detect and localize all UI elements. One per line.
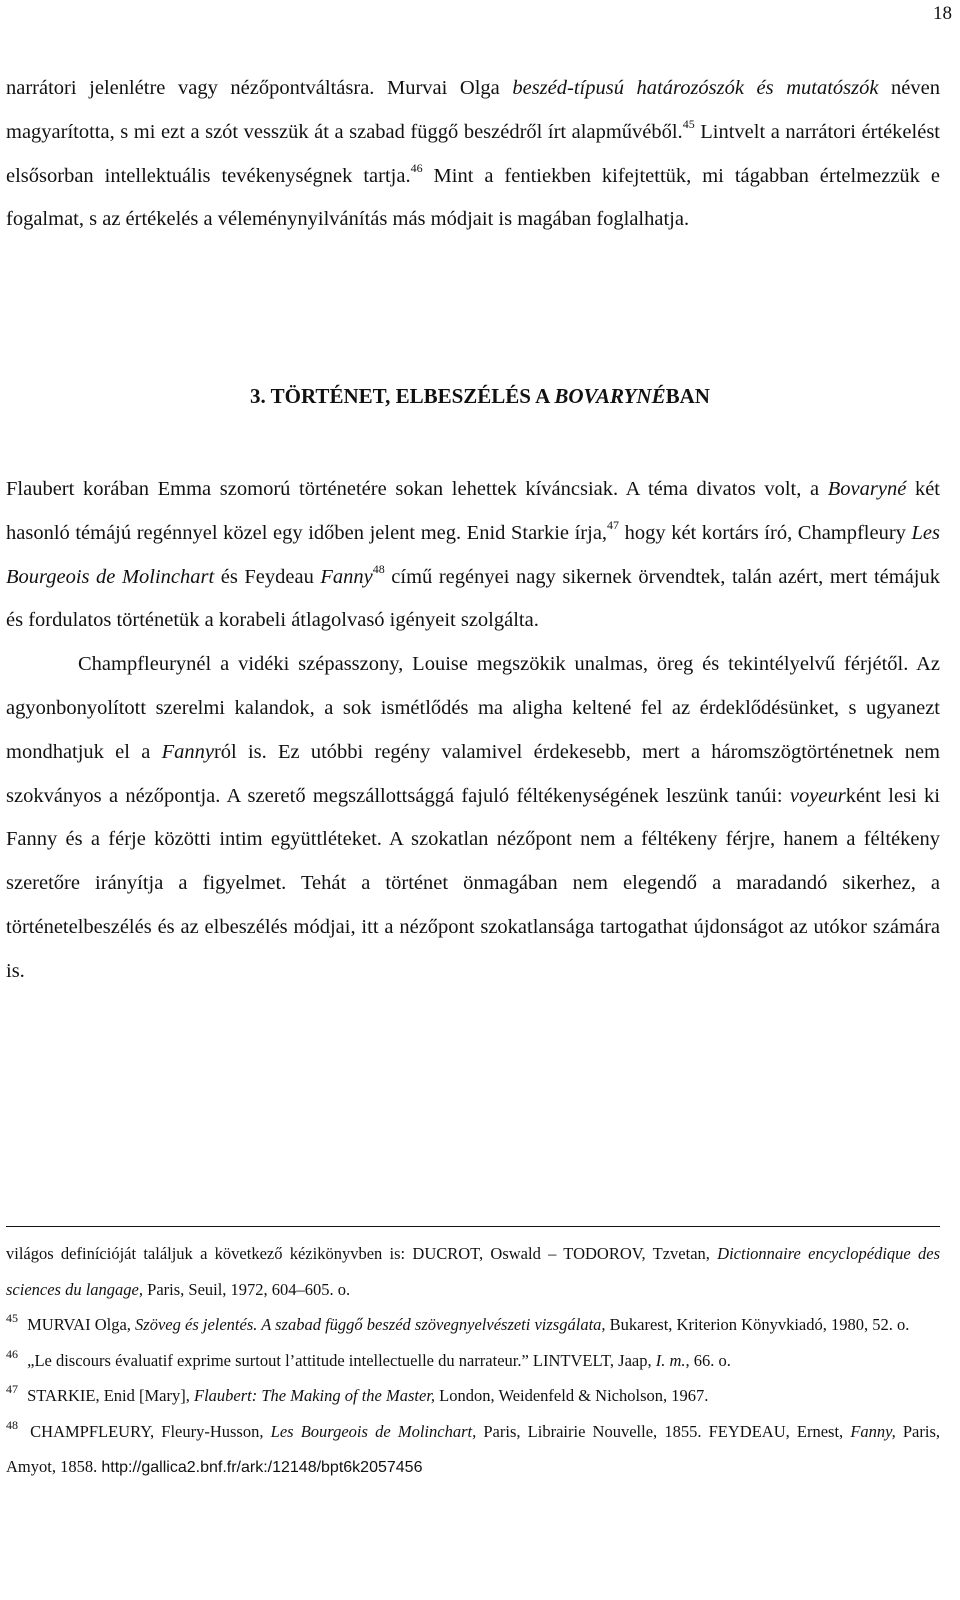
italic-title: Szöveg és jelentés. A szabad függő beszéd szövegnyelvészeti vizsgálata, — [135, 1315, 606, 1334]
text-run: London, Weidenfeld & Nicholson, 1967. — [435, 1386, 709, 1405]
page-number: 18 — [933, 3, 952, 24]
paragraph-2 — [6, 468, 940, 643]
source-url-link[interactable]: http://gallica2.bnf.fr/ark:/12148/bpt6k2057456 — [101, 1459, 423, 1476]
footnote-47 — [6, 1378, 940, 1414]
heading-text: 3. TÖRTÉNET, ELBESZÉLÉS A — [250, 384, 555, 408]
text-run: két hasonló témájú regénnyel közel egy időben jelent meg. Enid Starkie írja, — [6, 478, 940, 544]
heading-text-suffix: BAN — [665, 384, 710, 408]
text-run: 66. o. — [689, 1350, 731, 1370]
italic-title: Dictionnaire encyclopédique des sciences du langage, — [6, 1244, 940, 1299]
footnote-continued — [6, 1236, 940, 1307]
text-run: és Feydeau — [214, 565, 321, 588]
italic-abbrev: I. m., — [655, 1350, 690, 1370]
text-run: ként lesi ki Fanny és a férje közötti intim együttléteket. A szokatlan nézőpont nem a féltékeny férjre, hanem a féltékeny szeretőre irányítja a figyelmet. Tehát a történet önmagában nem elegendő a maradandó sikerhez, a történetelbeszélés és az elbeszélés módjai, itt a nézőpont szokatlansága tartogathat újdonságot az utókor számára is. — [6, 784, 940, 982]
footnote-ref-46[interactable]: 46 — [410, 160, 423, 175]
section-heading — [0, 381, 960, 411]
footnote-number: 45 — [6, 1311, 18, 1325]
text-run: Mint a fentiekben kifejtettük, mi tágabban értelmezzük e fogalmat, s az értékelés a véleménynyilvánítás más módjait is magában foglalhatja. — [6, 164, 940, 231]
section-body — [6, 468, 940, 994]
text-run: világos definícióját találjuk a következő kézikönyvben is: DUCROT, Oswald – TODOROV, Tzvetan, — [6, 1244, 718, 1263]
text-run: című regényei nagy sikernek örvendtek, talán azért, mert témájuk és fordulatos történetük a korabeli átlagolvasó igényeit szolgálta. — [6, 565, 940, 632]
text-run: Paris, Amyot, 1858. — [6, 1421, 941, 1476]
text-run: narrátori jelenlétre vagy nézőpontváltásra. Murvai Olga — [6, 77, 513, 99]
text-run: ról is. Ez utóbbi regény valamivel érdekesebb, mert a háromszögtörténetnek nem szokványos a nézőpontja. A szerető megszállottsággá fajuló féltékenységének leszünk tanúi: — [6, 740, 940, 807]
text-run: Bukarest, Kriterion Könyvkiadó, 1980, 52. o. — [605, 1315, 910, 1334]
footnote-45 — [6, 1307, 940, 1343]
footnotes — [6, 1236, 940, 1486]
footnote-number: 46 — [6, 1346, 18, 1361]
heading-italic: BOVARYNÉ — [554, 384, 666, 408]
italic-term: beszéd-típusú határozószók és mutatószók — [512, 77, 879, 99]
italic-title: Fanny — [320, 565, 373, 588]
text-run: hogy két kortárs író, Champfleury — [619, 521, 912, 544]
footnote-48 — [6, 1414, 940, 1486]
text-run: STARKIE, Enid [Mary], — [23, 1386, 194, 1405]
body-paragraph-continued — [6, 67, 940, 242]
text-run: Champfleurynél a vidéki szépasszony, Louise megszökik unalmas, öreg és tekintélyelvű férjétől. Az agyonbonyolított szerelmi kalandok, a sok ismétlődés ma aligha keltené fel az érdeklődésünket, s ugyanezt mondhatjuk el a — [6, 653, 940, 763]
text-run: Paris, Librairie Nouvelle, 1855. FEYDEAU, Ernest, — [476, 1421, 851, 1441]
footnote-ref-47[interactable]: 47 — [607, 517, 620, 532]
text-run: „Le discours évaluatif exprime surtout l’attitude intellectuelle du narrateur.” LINTVELT, Jaap, — [23, 1350, 656, 1370]
paragraph-1 — [6, 67, 940, 242]
italic-title: Les Bourgeois de Molinchart — [6, 521, 940, 588]
footnote-46 — [6, 1343, 940, 1379]
text-run: CHAMPFLEURY, Fleury-Husson, — [23, 1421, 271, 1441]
italic-term: voyeur — [789, 784, 846, 807]
text-run: Lintvelt a narrátori értékelést elsősorban intellektuális tevékenységnek tartja. — [6, 120, 940, 187]
italic-title: Bovaryné — [827, 478, 907, 500]
paragraph-3 — [6, 643, 940, 993]
footnote-ref-48[interactable]: 48 — [372, 561, 385, 576]
text-run: néven magyarította, s mi ezt a szót vesszük át a szabad függő beszédről írt alapművéből. — [6, 77, 940, 143]
text-run: MURVAI Olga, — [23, 1315, 136, 1334]
italic-title: Fanny, — [850, 1421, 896, 1441]
footnote-separator — [6, 1226, 940, 1227]
italic-title: Flaubert: The Making of the Master, — [194, 1386, 436, 1405]
footnote-ref-45[interactable]: 45 — [682, 116, 695, 131]
italic-title: Fanny — [161, 740, 214, 763]
footnote-number: 48 — [6, 1417, 18, 1432]
text-run: Flaubert korában Emma szomorú történetére sokan lehettek kíváncsiak. A téma divatos volt, a — [6, 478, 828, 500]
footnote-number: 47 — [6, 1382, 18, 1396]
text-run: Paris, Seuil, 1972, 604–605. o. — [143, 1279, 351, 1299]
italic-title: Les Bourgeois de Molinchart, — [270, 1421, 477, 1441]
